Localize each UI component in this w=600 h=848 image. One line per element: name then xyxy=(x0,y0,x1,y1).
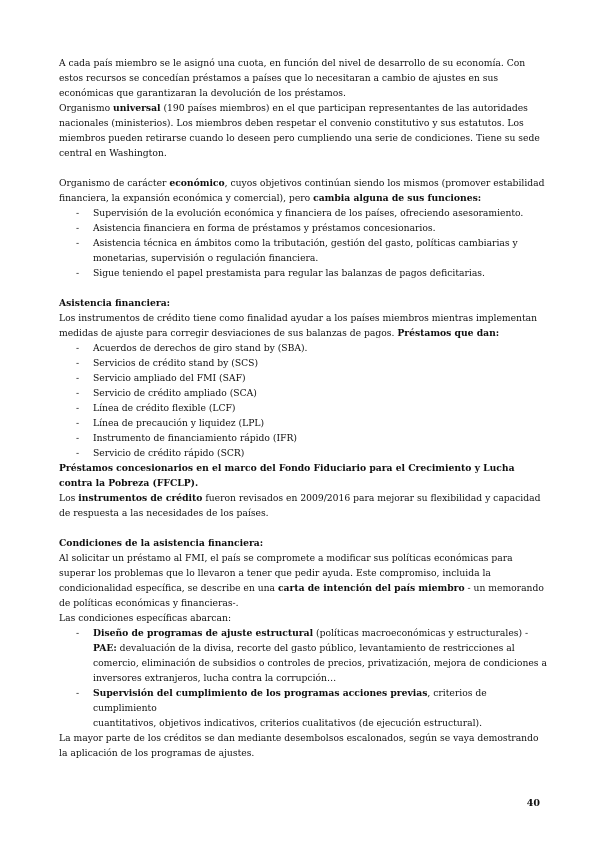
loans-list xyxy=(59,341,547,461)
list-item: - Supervisión del cumplimiento de los programas acciones previas, criterios de cumplimiento xyxy=(59,686,547,716)
list-item: - Servicio de crédito ampliado (SCA) xyxy=(59,386,547,401)
assistance-heading: Asistencia financiera: xyxy=(59,298,171,309)
list-item: - Supervisión de la evolución económica y financiera de los países, ofreciendo asesoramiento. xyxy=(59,206,547,221)
list-item: - Servicio ampliado del FMI (SAF) xyxy=(59,371,547,386)
bold-cambia-funciones: cambia alguna de sus funciones xyxy=(313,193,478,204)
list-item: - Acuerdos de derechos de giro stand by (SBA). xyxy=(59,341,547,356)
bold-instrumentos-credito: instrumentos de crédito xyxy=(78,493,203,504)
list-item: - Diseño de programas de ajuste estructural (políticas macroeconómicas y estructurales) - PAE: devaluación de la divisa, recorte del gasto público, levantamiento de restricciones al comercio, eliminación de subsidios o controles de precios, privatización, mejora de condiciones a inversores extranjeros, lucha contra la corrupción… xyxy=(59,626,547,686)
conditions-paragraph: Al solicitar un préstamo al FMI, el país se compromete a modificar sus políticas económicas para superar los problemas que lo llevaron a tener que pedir ayuda. Este compromiso, incluida la condicionalidad específica, se describe en una carta de intención del país miembro - un memorando de políticas económicas y financieras-. xyxy=(59,553,544,609)
page-body xyxy=(59,56,547,761)
list-item: - Servicios de crédito stand by (SCS) xyxy=(59,356,547,371)
assistance-paragraph: Los instrumentos de crédito tiene como finalidad ayudar a los países miembros mientras implementan medidas de ajuste para corregir desviaciones de sus balanzas de pagos. Préstamos que dan: xyxy=(59,313,538,339)
bold-prestamos-que-dan: Préstamos que dan: xyxy=(397,328,500,339)
bold-economico: económico xyxy=(169,178,225,189)
list-item: - Servicio de crédito rápido (SCR) xyxy=(59,446,547,461)
concessional-loans: Préstamos concesionarios en el marco del Fondo Fiduciario para el Crecimiento y Lucha contra la Pobreza (FFCLP). xyxy=(59,463,515,489)
credit-review-paragraph: Los instrumentos de crédito fueron revisados en 2009/2016 para mejorar su flexibilidad y capacidad de respuesta a las necesidades de los países. xyxy=(59,493,541,519)
conditions-intro: Las condiciones específicas abarcan: xyxy=(59,613,232,624)
conditions-list xyxy=(59,626,547,716)
bold-carta-intencion: carta de intención del país miembro xyxy=(277,583,465,594)
functions-list xyxy=(59,206,547,281)
list-item: - Asistencia financiera en forma de préstamos y préstamos concesionarios. xyxy=(59,221,547,236)
economic-paragraph: Organismo de carácter económico, cuyos objetivos continúan siendo los mismos (promover estabilidad financiera, la expansión económica y comercial), pero cambia alguna de sus funciones: xyxy=(59,178,545,204)
conditions-heading: Condiciones de la asistencia financiera: xyxy=(59,538,264,549)
page-number: 40 xyxy=(526,798,540,809)
list-item: - Línea de crédito flexible (LCF) xyxy=(59,401,547,416)
intro-paragraph-quota: A cada país miembro se le asignó una cuota, en función del nivel de desarrollo de su economía. Con estos recursos se concedían préstamos a países que lo necesitaran a cambio de ajustes en sus económicas que garantizaran la devolución de los préstamos. xyxy=(59,58,526,99)
bold-universal: universal xyxy=(113,103,161,114)
list-item: - Sigue teniendo el papel prestamista para regular las balanzas de pagos deficitarias. xyxy=(59,266,547,281)
final-paragraph: La mayor parte de los créditos se dan mediante desembolsos escalonados, según se vaya demostrando la aplicación de los programas de ajustes. xyxy=(59,733,539,759)
list-item: - Instrumento de financiamiento rápido (IFR) xyxy=(59,431,547,446)
list-item: - Línea de precaución y liquidez (LPL) xyxy=(59,416,547,431)
intro-paragraph-universal: Organismo universal (190 países miembros) en el que participan representantes de las autoridades nacionales (ministerios). Los miembros deben respetar el convenio constitutivo y sus estatutos. Los miembros pueden retirarse cuando lo deseen pero cumpliendo una serie de condiciones. Tiene su sede central en Washington. xyxy=(59,103,540,159)
list-item: - Asistencia técnica en ámbitos como la tributación, gestión del gasto, políticas cambiarias y monetarias, supervisión o regulación financiera. xyxy=(59,236,547,266)
conditions-item-continuation: cuantitativos, objetivos indicativos, criterios cualitativos (de ejecución estructural). xyxy=(93,718,483,729)
